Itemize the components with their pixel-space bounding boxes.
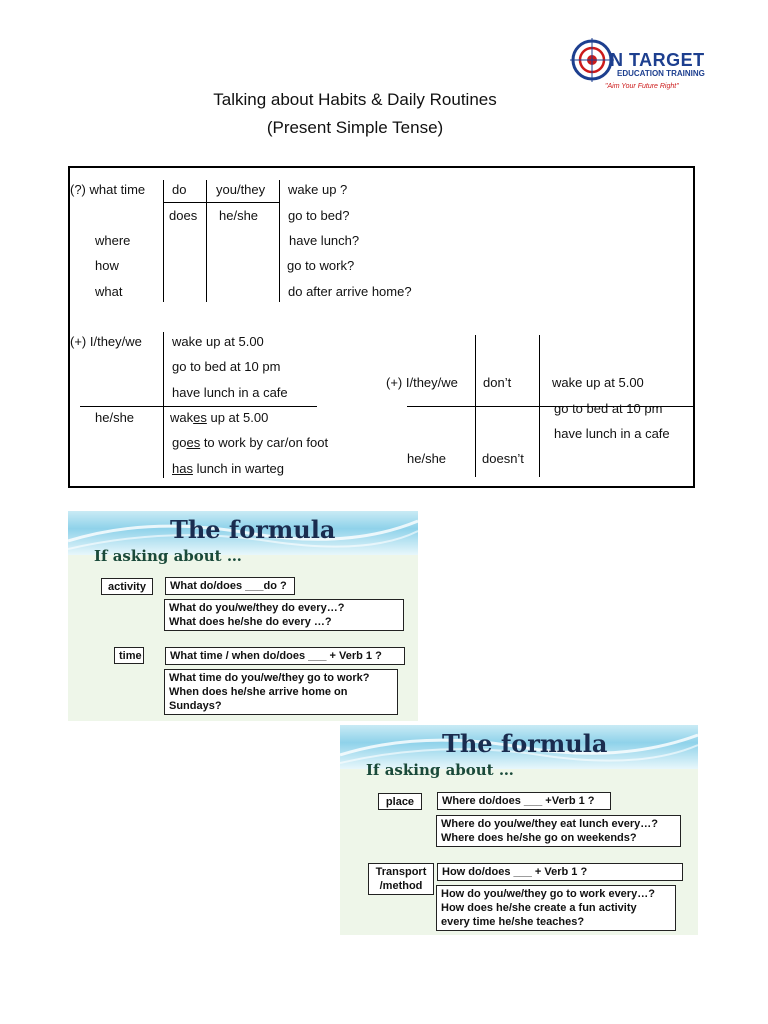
wh-what: what [95,284,123,299]
he-label: he/she [95,410,135,425]
logo-subtitle: EDUCATION TRAINING [617,69,705,78]
he-item-2: goes to work by car/on foot [172,435,329,450]
slide2-example-2: How do you/we/they go to work every…? How does he/she create a fun activity every time he/she teaches? [436,885,676,931]
slide1-label-time: time [114,647,144,664]
pos-divider [163,332,164,478]
slide2-title: The formula [442,729,608,758]
logo-name: N TARGET [610,50,705,70]
slide2-formula-2: How do/does ___ + Verb 1 ? [437,863,683,881]
page-title: Talking about Habits & Daily Routines [213,90,497,109]
subj-he: he/she [219,208,259,223]
slide1-formula-2: What time / when do/does ___ + Verb 1 ? [165,647,405,665]
neg-item-3: have lunch in a cafe [554,426,670,441]
he-item-3: has lunch in warteg [172,461,285,476]
pos-item-1: wake up at 5.00 [172,334,264,349]
wh-where: where [95,233,131,248]
slide1-subtitle: If asking about … [94,547,242,565]
q-divider-3 [279,180,280,302]
neg-label: (+) I/they/we [386,375,458,390]
slide1-example-1: What do you/we/they do every…? What does he/she do every …? [164,599,404,631]
aux-does: does [169,208,198,223]
slide2-formula-1: Where do/does ___ +Verb 1 ? [437,792,611,810]
slide2-label-place: place [378,793,422,810]
formula-slide-2 [340,725,698,935]
q-label: (?) what time [70,182,146,197]
pos-item-2: go to bed at 10 pm [172,359,281,374]
q-divider-2 [206,180,207,302]
pos-hline [80,406,317,407]
pos-label: (+) I/they/we [70,334,142,349]
slide1-label-activity: activity [101,578,153,595]
neg-doesnt: doesn’t [482,451,524,466]
aux-do: do [172,182,187,197]
verb-3: have lunch? [289,233,360,248]
wh-how: how [95,258,119,273]
subj-you: you/they [216,182,266,197]
slide2-subtitle: If asking about … [366,761,514,779]
q-hline [163,202,279,203]
neg-dont: don’t [483,375,512,390]
verb-5: do after arrive home? [288,284,412,299]
verb-2: go to bed? [288,208,350,223]
page-subtitle: (Present Simple Tense) [266,118,444,137]
slide1-example-2: What time do you/we/they go to work? When does he/she arrive home on Sundays? [164,669,398,715]
slide1-title: The formula [170,515,336,544]
slide1-formula-1: What do/does ___do ? [165,577,295,595]
q-divider-1 [163,180,164,302]
logo-tagline: "Aim Your Future Right" [605,83,679,90]
formula-slide-1 [68,511,418,721]
he-item-1: wakes up at 5.00 [170,410,269,425]
neg-item-2: go to bed at 10 pm [554,401,663,416]
slide2-example-1: Where do you/we/they eat lunch every…? Where does he/she go on weekends? [436,815,681,847]
slide2-label-transport: Transport /method [368,863,434,895]
neg-item-1: wake up at 5.00 [552,375,644,390]
neg-he-label: he/she [407,451,447,466]
pos-item-3: have lunch in a cafe [172,385,288,400]
verb-1: wake up ? [288,182,348,197]
verb-4: go to work? [287,258,355,273]
